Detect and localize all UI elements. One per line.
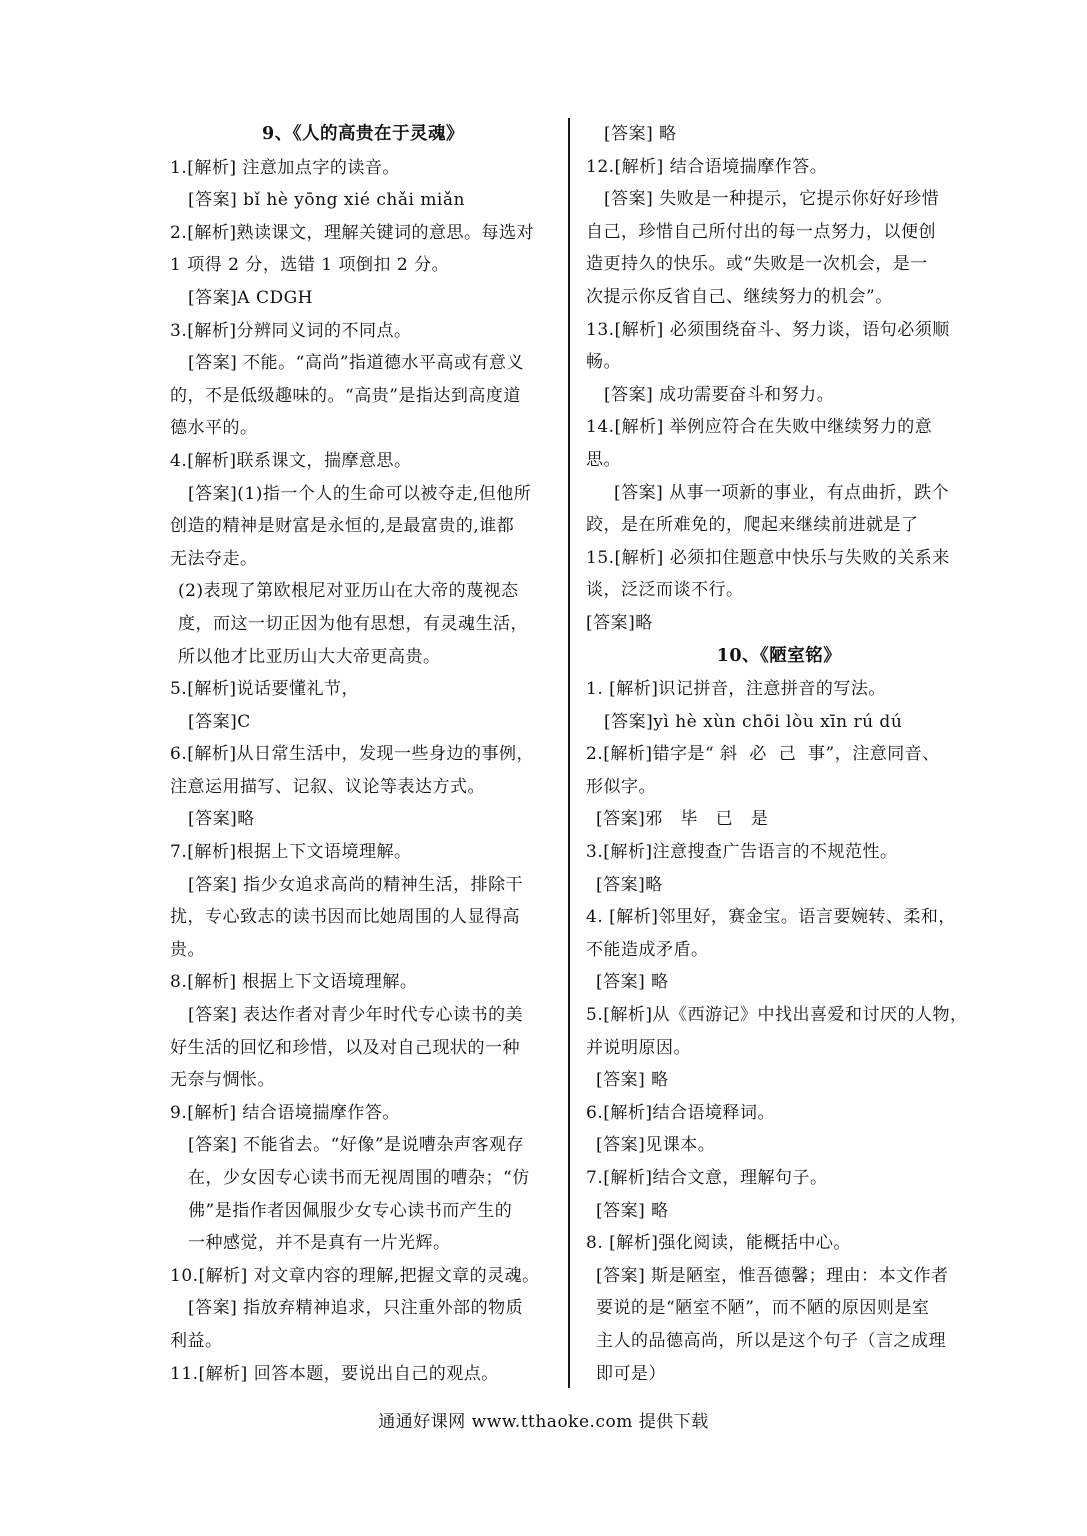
text-line: 8.[解析] 根据上下文语境理解。: [170, 972, 418, 993]
text-line: 造更持久的快乐。或“失败是一次机会，是一: [586, 254, 928, 275]
text-line: [答案] 成功需要奋斗和努力。: [604, 384, 835, 405]
text-line: 畅。: [586, 352, 621, 373]
text-line: [答案] 略: [596, 1200, 669, 1221]
text-line: 7.[解析]根据上下文语境理解。: [170, 842, 412, 863]
text-line: 15.[解析] 必须扣住题意中快乐与失败的关系来: [586, 547, 950, 568]
text-line: 并说明原因。: [586, 1037, 691, 1058]
text-line: 6.[解析]结合语境释词。: [586, 1102, 775, 1123]
text-line: 11.[解析] 回答本题，要说出自己的观点。: [170, 1363, 499, 1384]
text-line: 形似字。: [586, 776, 656, 797]
text-line: 主人的品德高尚，所以是这个句子（言之成理: [596, 1330, 946, 1351]
text-line: 好生活的回忆和珍惜，以及对自己现状的一种: [170, 1037, 520, 1058]
text-line: [答案]略: [586, 612, 653, 633]
text-line: 德水平的。: [170, 418, 258, 439]
text-line: 2.[解析]熟读课文，理解关键词的意思。每选对: [170, 222, 534, 243]
text-line: [答案]略: [596, 874, 663, 895]
left-column: [170, 118, 556, 1390]
text-line: 创造的精神是财富是永恒的,是最富贵的,谁都: [170, 516, 515, 537]
text-line: 6.[解析]从日常生活中，发现一些身边的事例，: [170, 744, 534, 765]
text-line: 所以他才比亚历山大大帝更高贵。: [178, 646, 441, 667]
text-line: 3.[解析]分辨同义词的不同点。: [170, 320, 412, 341]
text-line: 1.[解析] 注意加点字的读音。: [170, 157, 400, 178]
text-line: 4. [解析]邻里好，赛金宝。语言要婉转、柔和，: [586, 907, 956, 928]
text-line: [答案] bǐ hè yōng xié chǎi miǎn: [188, 190, 465, 211]
text-line: 注意运用描写、记叙、议论等表达方式。: [170, 776, 485, 797]
text-line: 在，少女因专心读书而无视周围的嘈杂；“仿: [188, 1168, 530, 1188]
text-line: [答案]邪 毕 已 是: [596, 809, 769, 830]
text-line: 度，而这一切正因为他有思想，有灵魂生活，: [178, 613, 528, 634]
text-line: 无奈与惆怅。: [170, 1070, 275, 1091]
right-column-lines-after: [586, 673, 972, 1390]
text-line: [答案](1)指一个人的生命可以被夺走,但他所: [188, 483, 532, 504]
text-line: 次提示你反省自己、继续努力的机会”。: [586, 286, 893, 307]
text-line: 即可是）: [596, 1363, 666, 1384]
right-column-lines-before: [586, 118, 972, 640]
section-title-10: 10、《陋室铭》: [716, 645, 842, 666]
text-line: 的，不是低级趣味的。“高贵”是指达到高度道: [170, 385, 521, 406]
text-line: [答案] 斯是陋室，惟吾德馨；理由：本文作者: [596, 1265, 949, 1286]
text-line: 无法夺走。: [170, 548, 258, 569]
text-line: 利益。: [170, 1330, 223, 1351]
text-line: [答案] 从事一项新的事业，有点曲折，跌个: [614, 482, 950, 503]
text-line: 跤，是在所难免的，爬起来继续前进就是了: [586, 515, 919, 536]
text-line: 思。: [586, 449, 621, 470]
text-line: 4.[解析]联系课文，揣摩意思。: [170, 450, 412, 471]
text-line: 9.[解析] 结合语境揣摩作答。: [170, 1102, 400, 1123]
text-line: 5.[解析]说话要懂礼节，: [170, 679, 359, 700]
text-line: 1. [解析]识记拼音，注意拼音的写法。: [586, 679, 886, 700]
text-line: [答案] 不能。“高尚”指道德水平高或有意义: [188, 353, 525, 374]
text-line: 10.[解析] 对文章内容的理解,把握文章的灵魂。: [170, 1265, 540, 1286]
text-line: 13.[解析] 必须围绕奋斗、努力谈，语句必须顺: [586, 319, 950, 340]
text-line: 2.[解析]错字是“ 斜 必 己 事”，注意同音、: [586, 744, 940, 765]
text-line: [答案] 略: [596, 1070, 669, 1091]
text-line: [答案]略: [188, 809, 255, 830]
text-line: [答案]yì hè xùn chōi lòu xīn rú dú: [604, 711, 903, 732]
text-line: (2)表现了第欧根尼对亚历山在大帝的蔑视态: [178, 581, 519, 602]
text-line: 不能造成矛盾。: [586, 939, 709, 960]
right-column: [586, 118, 972, 1390]
text-line: [答案] 指少女追求高尚的精神生活，排除干: [188, 874, 524, 895]
text-line: [答案] 指放弃精神追求，只注重外部的物质: [188, 1298, 524, 1319]
text-line: 谈，泛泛而谈不行。: [586, 580, 744, 601]
text-line: 3.[解析]注意搜查广告语言的不规范性。: [586, 842, 898, 863]
text-line: 佛”是指作者因佩服少女专心读书而产生的: [188, 1200, 513, 1221]
text-line: 贵。: [170, 939, 205, 960]
text-line: 7.[解析]结合文意，理解句子。: [586, 1168, 828, 1188]
text-line: 自己，珍惜自己所付出的每一点努力，以便创: [586, 221, 936, 242]
text-line: [答案]A CDGH: [188, 287, 313, 308]
column-divider: [568, 118, 570, 1388]
text-line: 5.[解析]从《西游记》中找出喜爱和讨厌的人物，: [586, 1005, 968, 1026]
text-line: 14.[解析] 举例应符合在失败中继续努力的意: [586, 417, 933, 438]
text-line: 12.[解析] 结合语境揣摩作答。: [586, 156, 828, 177]
text-line: [答案]见课本。: [596, 1135, 716, 1156]
page-footer: 通通好课网 www.tthaoke.com 提供下载: [378, 1412, 709, 1432]
left-column-lines: [170, 152, 556, 1391]
text-line: [答案] 失败是一种提示，它提示你好好珍惜: [604, 189, 940, 210]
text-line: [答案] 不能省去。“好像”是说嘈杂声客观存: [188, 1135, 525, 1156]
text-line: 要说的是“陋室不陋”，而不陋的原因则是室: [596, 1298, 930, 1319]
text-line: 8. [解析]强化阅读，能概括中心。: [586, 1233, 851, 1254]
text-line: [答案] 表达作者对青少年时代专心读书的美: [188, 1005, 524, 1026]
section-title-9: 9、《人的高贵在于灵魂》: [262, 124, 464, 144]
text-line: [答案]C: [188, 711, 251, 732]
text-line: [答案] 略: [596, 972, 669, 993]
text-line: 一种感觉，并不是真有一片光辉。: [188, 1233, 451, 1254]
text-line: [答案] 略: [604, 124, 677, 144]
text-line: 扰，专心致志的读书因而比她周围的人显得高: [170, 907, 520, 928]
text-line: 1 项得 2 分，选错 1 项倒扣 2 分。: [170, 255, 450, 276]
